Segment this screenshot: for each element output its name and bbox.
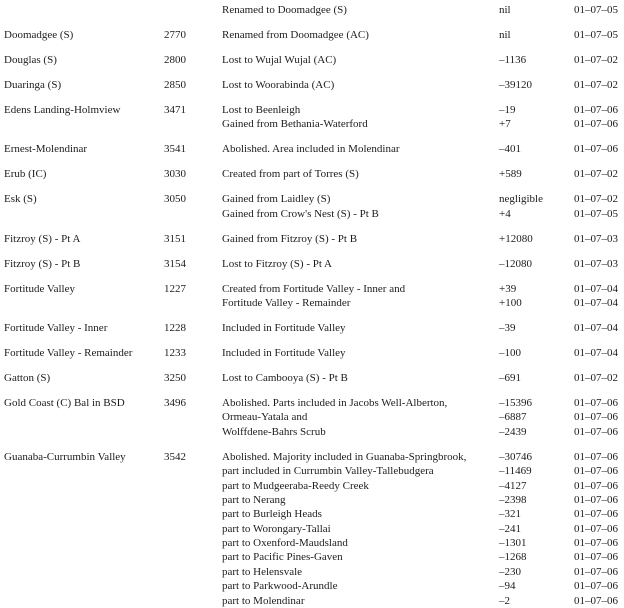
area-change-cell: –4127 <box>499 479 527 492</box>
name-cell: Fitzroy (S) - Pt A <box>4 232 81 245</box>
code-cell <box>154 410 186 424</box>
date-cell: 01–07–06 <box>574 551 618 564</box>
date-cell: 01–07–06 <box>574 425 618 438</box>
area-change-cell: +7 <box>499 118 511 131</box>
table-row <box>0 396 624 410</box>
table-row <box>0 450 624 464</box>
date-cell: 01–07–04 <box>574 346 618 359</box>
table-row <box>0 493 624 507</box>
code-cell <box>154 536 186 550</box>
area-change-cell: –39120 <box>499 78 532 91</box>
code-cell <box>154 425 186 439</box>
table-row <box>0 522 624 536</box>
area-change-cell: –691 <box>499 371 521 384</box>
name-cell <box>0 522 154 536</box>
area-change-cell: nil <box>499 4 511 16</box>
name-cell <box>0 207 154 221</box>
date-cell: 01–07–06 <box>574 450 618 463</box>
description-cell: Included in Fortitude Valley <box>222 346 346 359</box>
area-change-cell: –321 <box>499 508 521 521</box>
area-change-cell: –2439 <box>499 425 527 438</box>
area-change-cell: –1301 <box>499 537 527 550</box>
description-cell: part to Helensvale <box>222 565 303 578</box>
description-cell: Lost to Woorabinda (AC) <box>222 78 335 91</box>
code-cell: 2770 <box>164 28 186 41</box>
code-cell <box>154 493 186 507</box>
description-cell: Lost to Beenleigh <box>222 103 301 116</box>
description-cell: Included in Fortitude Valley <box>222 322 346 334</box>
table-row <box>0 282 624 296</box>
code-cell <box>154 296 186 310</box>
table-row <box>0 142 624 156</box>
name-cell <box>0 3 154 17</box>
area-change-cell: –241 <box>499 522 521 535</box>
description-cell: Renamed to Doomadgee (S) <box>222 4 347 16</box>
name-cell: Duaringa (S) <box>4 78 62 91</box>
table-row <box>0 346 624 360</box>
date-cell: 01–07–06 <box>574 465 618 478</box>
date-cell: 01–07–06 <box>574 411 618 424</box>
date-cell: 01–07–04 <box>574 322 618 334</box>
description-cell: part to Molendinar <box>222 594 305 607</box>
date-cell: 01–07–06 <box>574 594 618 607</box>
description-cell: Gained from Laidley (S) <box>222 193 331 206</box>
date-cell: 01–07–02 <box>574 53 618 66</box>
description-cell: part to Burleigh Heads <box>222 508 322 521</box>
name-cell: Ernest-Molendinar <box>4 143 88 156</box>
date-cell: 01–07–06 <box>574 479 618 492</box>
area-change-cell: –6887 <box>499 411 527 424</box>
date-cell: 01–07–06 <box>574 537 618 550</box>
table-row <box>0 117 624 131</box>
area-change-cell: –30746 <box>499 450 532 463</box>
date-cell: 01–07–06 <box>574 493 618 506</box>
area-change-cell: –1268 <box>499 551 527 564</box>
description-cell: Fortitude Valley - Remainder <box>222 297 351 310</box>
date-cell: 01–07–06 <box>574 508 618 521</box>
code-cell <box>154 565 186 579</box>
name-cell <box>0 425 154 439</box>
table-row <box>0 257 624 271</box>
description-cell: part to Mudgeeraba-Reedy Creek <box>222 479 369 492</box>
date-cell: 01–07–06 <box>574 565 618 578</box>
date-cell: 01–07–06 <box>574 118 618 131</box>
description-cell: Gained from Fitzroy (S) - Pt B <box>222 232 358 245</box>
date-cell: 01–07–06 <box>574 396 618 409</box>
area-change-cell: –94 <box>499 580 516 593</box>
area-change-cell: –230 <box>499 565 521 578</box>
description-cell: Lost to Cambooya (S) - Pt B <box>222 371 348 384</box>
code-cell <box>154 117 186 131</box>
area-change-cell: –15396 <box>499 396 532 409</box>
area-change-cell: –39 <box>499 322 516 334</box>
description-cell: Created from Fortitude Valley - Inner and <box>222 282 406 295</box>
date-cell: 01–07–06 <box>574 103 618 116</box>
name-cell: Esk (S) <box>4 193 37 206</box>
code-cell: 1227 <box>164 282 186 295</box>
date-cell: 01–07–05 <box>574 28 618 41</box>
code-cell: 3050 <box>164 193 186 206</box>
code-cell <box>154 579 186 593</box>
table-row <box>0 232 624 246</box>
table-row <box>0 53 624 67</box>
description-cell: Abolished. Area included in Molendinar <box>222 143 400 156</box>
name-cell <box>0 464 154 478</box>
name-cell: Fortitude Valley - Inner <box>4 322 108 334</box>
description-cell: part to Pacific Pines-Gaven <box>222 551 343 564</box>
date-cell: 01–07–05 <box>574 4 618 16</box>
description-cell: Abolished. Majority included in Guanaba-Springbrook, <box>222 450 467 463</box>
area-change-cell: +4 <box>499 207 511 220</box>
name-cell: Erub (IC) <box>4 168 47 181</box>
name-cell: Fitzroy (S) - Pt B <box>4 257 81 270</box>
table-row <box>0 565 624 579</box>
description-cell: part to Worongary-Tallai <box>222 522 331 535</box>
code-cell: 3151 <box>164 232 186 245</box>
description-cell: Gained from Crow's Nest (S) - Pt B <box>222 207 379 220</box>
name-cell <box>0 550 154 564</box>
description-cell: Abolished. Parts included in Jacobs Well-Alberton, <box>222 396 448 409</box>
name-cell: Gold Coast (C) Bal in BSD <box>4 396 125 409</box>
code-cell: 3250 <box>164 371 186 384</box>
date-cell: 01–07–06 <box>574 522 618 535</box>
date-cell: 01–07–05 <box>574 207 618 220</box>
name-cell <box>0 296 154 310</box>
description-cell: part included in Currumbin Valley-Tallebudgera <box>222 465 434 478</box>
name-cell <box>0 117 154 131</box>
table-row <box>0 579 624 593</box>
date-cell: 01–07–02 <box>574 193 618 206</box>
table-row <box>0 550 624 564</box>
table-row <box>0 536 624 550</box>
area-change-cell: –12080 <box>499 257 532 270</box>
area-change-cell: nil <box>499 28 511 41</box>
date-cell: 01–07–03 <box>574 232 618 245</box>
table-row <box>0 207 624 221</box>
code-cell: 3542 <box>164 450 186 463</box>
table-row <box>0 167 624 181</box>
table-row <box>0 464 624 478</box>
date-cell: 01–07–04 <box>574 297 618 310</box>
date-cell: 01–07–02 <box>574 371 618 384</box>
name-cell <box>0 565 154 579</box>
name-cell: Edens Landing-Holmview <box>4 103 121 116</box>
code-cell: 1228 <box>164 322 186 334</box>
area-change-cell: –19 <box>499 103 516 116</box>
name-cell <box>0 507 154 521</box>
table-row <box>0 192 624 206</box>
code-cell: 2800 <box>164 53 186 66</box>
date-cell: 01–07–06 <box>574 143 618 156</box>
date-cell: 01–07–06 <box>574 580 618 593</box>
name-cell: Fortitude Valley - Remainder <box>4 346 133 359</box>
area-change-cell: +39 <box>499 282 517 295</box>
table-row <box>0 425 624 439</box>
area-change-cell: –11469 <box>499 465 532 478</box>
date-cell: 01–07–04 <box>574 282 618 295</box>
table-row <box>0 371 624 385</box>
code-cell: 1233 <box>164 346 186 359</box>
name-cell <box>0 410 154 424</box>
code-cell: 3496 <box>164 396 186 409</box>
description-cell: part to Oxenford-Maudsland <box>222 537 348 550</box>
table-row <box>0 28 624 42</box>
description-cell: Gained from Bethania-Waterford <box>222 118 368 131</box>
code-cell <box>154 207 186 221</box>
code-cell: 3154 <box>164 257 186 270</box>
name-cell <box>0 479 154 493</box>
table-row <box>0 507 624 521</box>
table-row <box>0 321 624 335</box>
table-row <box>0 3 624 17</box>
area-change-cell: +100 <box>499 297 522 310</box>
area-change-cell: –401 <box>499 143 521 156</box>
code-cell <box>154 522 186 536</box>
description-cell: Created from part of Torres (S) <box>222 168 359 181</box>
description-cell: Ormeau-Yatala and <box>222 411 308 424</box>
area-change-cell: –1136 <box>499 53 527 66</box>
description-cell: Lost to Fitzroy (S) - Pt A <box>222 257 333 270</box>
description-cell: Renamed from Doomadgee (AC) <box>222 28 369 41</box>
name-cell: Doomadgee (S) <box>4 28 74 41</box>
table-row <box>0 296 624 310</box>
name-cell <box>0 579 154 593</box>
code-cell <box>154 479 186 493</box>
name-cell: Douglas (S) <box>4 53 57 66</box>
name-cell <box>0 594 154 608</box>
code-cell: 3030 <box>164 168 186 181</box>
name-cell <box>0 493 154 507</box>
code-cell <box>154 550 186 564</box>
description-cell: part to Parkwood-Arundle <box>222 580 338 593</box>
area-change-cell: +589 <box>499 168 522 181</box>
description-cell: part to Nerang <box>222 493 286 506</box>
area-change-cell: –2398 <box>499 493 527 506</box>
code-cell: 2850 <box>164 78 186 91</box>
date-cell: 01–07–03 <box>574 257 618 270</box>
table-row <box>0 479 624 493</box>
name-cell <box>0 536 154 550</box>
name-cell: Guanaba-Currumbin Valley <box>4 450 126 463</box>
name-cell: Gatton (S) <box>4 371 51 384</box>
date-cell: 01–07–02 <box>574 78 618 91</box>
table-row <box>0 594 624 608</box>
code-cell <box>154 464 186 478</box>
description-cell: Lost to Wujal Wujal (AC) <box>222 53 337 66</box>
code-cell <box>154 507 186 521</box>
table-row <box>0 103 624 117</box>
changes-table <box>0 3 624 608</box>
code-cell: 3471 <box>164 103 186 116</box>
area-change-cell: +12080 <box>499 232 533 245</box>
code-cell <box>154 594 186 608</box>
area-change-cell: –2 <box>499 594 510 607</box>
date-cell: 01–07–02 <box>574 168 618 181</box>
description-cell: Wolffdene-Bahrs Scrub <box>222 425 326 438</box>
area-change-cell: –100 <box>499 346 521 359</box>
name-cell: Fortitude Valley <box>4 282 75 295</box>
code-cell: 3541 <box>164 143 186 156</box>
area-change-cell: negligible <box>499 193 543 206</box>
table-row <box>0 410 624 424</box>
code-cell <box>154 3 186 17</box>
table-row <box>0 78 624 92</box>
